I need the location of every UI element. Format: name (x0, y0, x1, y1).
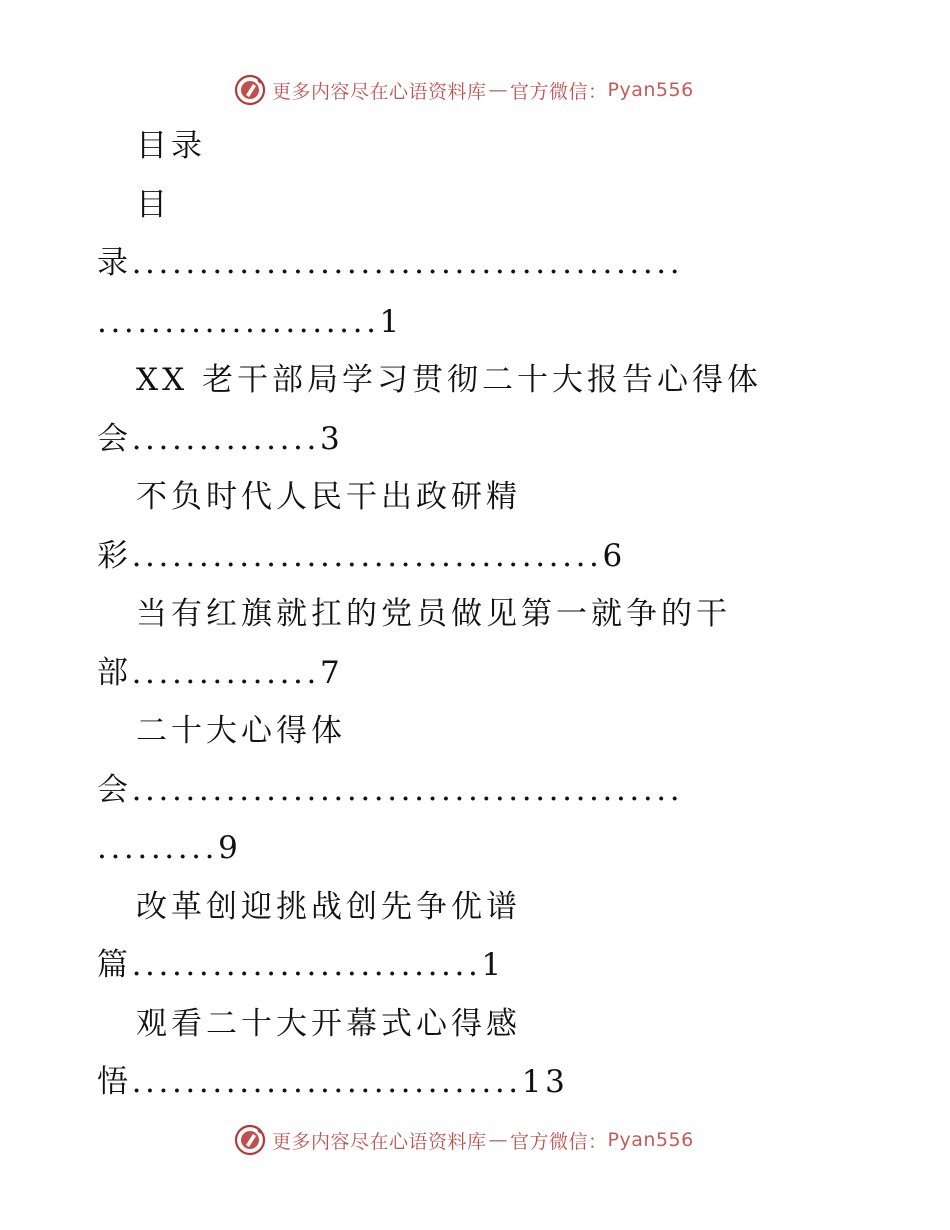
toc-line: 改革创迎挑战创先争优谱 (136, 889, 521, 925)
header-banner (234, 70, 694, 110)
toc-line: 会..............3 (97, 421, 344, 457)
banner-text: 更多内容尽在心语资料库 (272, 80, 487, 103)
toc-line: 彩...................................6 (97, 538, 626, 574)
toc-line: 悟.............................13 (97, 1064, 569, 1100)
toc-line: 篇..........................1 (97, 947, 505, 983)
toc-line: 不负时代人民干出政研精 (136, 479, 521, 515)
toc-line: .........9 (97, 830, 242, 866)
toc-line: XX 老干部局学习贯彻二十大报告心得体 (136, 362, 762, 398)
banner-suffix: 官方微信： (510, 1130, 608, 1153)
banner-wechat-id: Pyan556 (607, 79, 694, 101)
footer-banner (234, 1120, 694, 1160)
toc-line: 会......................................... (97, 772, 684, 808)
banner-text: 更多内容尽在心语资料库 (272, 1130, 487, 1153)
toc-line: 当有红旗就扛的党员做见第一就争的干 (136, 596, 731, 632)
pen-nib-logo-icon (234, 74, 266, 106)
banner-separator: — (488, 79, 509, 101)
toc-line: 部..............7 (97, 655, 344, 691)
banner-wechat-id: Pyan556 (607, 1129, 694, 1151)
toc-line: 录......................................... (97, 245, 684, 281)
toc-line: 二十大心得体 (136, 713, 346, 749)
toc-line: 目 (136, 187, 171, 223)
banner-suffix: 官方微信： (510, 80, 608, 103)
banner-separator: — (488, 1129, 509, 1151)
toc-line: 观看二十大开幕式心得感 (136, 1006, 521, 1042)
toc-line: .....................1 (97, 304, 403, 340)
pen-nib-logo-icon (234, 1124, 266, 1156)
toc-heading: 目录 (136, 128, 206, 164)
